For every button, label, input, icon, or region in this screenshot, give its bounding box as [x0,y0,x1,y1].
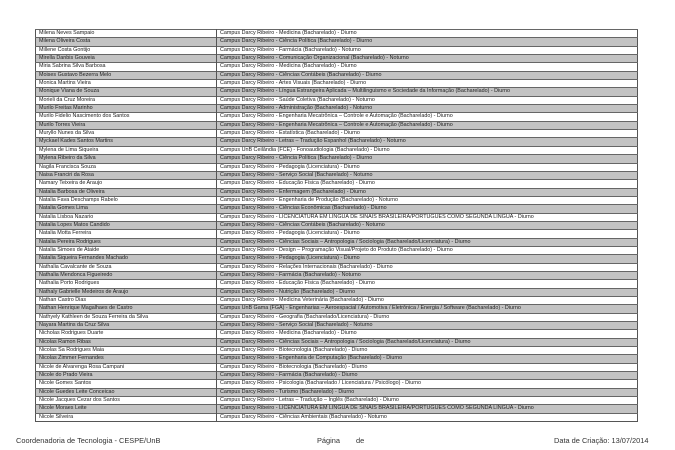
course-cell: Campus Darcy Ribeiro - Educação Física (Bacharelado) - Diurno [217,280,638,288]
table-row [36,71,638,79]
candidate-name-cell: Mirella Danbis Gouveia [36,55,217,63]
candidate-name-cell: Nayara Martins da Cruz Silva [36,322,217,330]
candidate-name-cell: Nagila Francisca Souza [36,163,217,171]
candidate-table [35,29,638,422]
course-cell: Campus Darcy Ribeiro - Psicologia (Bacharelado / Licenciatura / Psicólogo) - Diurno [217,380,638,388]
table-row [36,380,638,388]
table-row [36,188,638,196]
candidate-name-cell: Naisa Franciri da Rosa [36,171,217,179]
candidate-name-cell: Nicole Gomes Santos [36,380,217,388]
candidate-name-cell: Nathyely Kathleen de Souza Ferreira da Silva [36,313,217,321]
course-cell: Campus Darcy Ribeiro - Farmácia (Bacharelado) - Diurno [217,372,638,380]
candidate-name-cell: Nathan Castro Dias [36,297,217,305]
course-cell: Campus Darcy Ribeiro - Ciências Ambientais (Bacharelado) - Noturno [217,413,638,421]
candidate-name-cell: Natalia Barbosa de Oliveira [36,188,217,196]
course-cell: Campus Darcy Ribeiro - Medicina (Bacharelado) - Diurno [217,330,638,338]
candidate-name-cell: Murilo Fidelio Nascimento dos Santos [36,113,217,121]
candidate-name-cell: Namary Teixeira de Araujo [36,180,217,188]
candidate-name-cell: Morieli da Cruz Moreira [36,96,217,104]
course-cell: Campus Darcy Ribeiro - Pedagogia (Licenciatura) - Diurno [217,163,638,171]
table-row [36,271,638,279]
candidate-name-cell: Natalia Fava Deschamps Rabelo [36,196,217,204]
table-row [36,372,638,380]
candidate-name-cell: Myckael Kades Santos Martins [36,138,217,146]
course-cell: Campus Darcy Ribeiro - Relações Internacionais (Bacharelado) - Diurno [217,263,638,271]
course-cell: Campus UnB Gama (FGA) - Engenharias – Aeroespacial / Automotiva / Eletrônica / Energia / Software (Bacharelado) - Diurno [217,305,638,313]
candidate-name-cell: Natalia Simoes de Ataide [36,246,217,254]
table-row [36,38,638,46]
candidate-name-cell: Nathaly Gabrielle Medeiros de Araujo [36,288,217,296]
course-cell: Campus Darcy Ribeiro - Geografia (Bacharelado/Licenciatura) - Diurno [217,313,638,321]
candidate-name-cell: Nicole de Alvarenga Rosa Campani [36,363,217,371]
table-row [36,230,638,238]
candidate-name-cell: Nicolas Ramon Ribas [36,338,217,346]
table-row [36,347,638,355]
course-cell: Campus Darcy Ribeiro - Design – Programação Visual/Projeto do Produto (Bacharelado) - Diurno [217,246,638,254]
candidate-name-cell: Muryllo Nunes da Silva [36,130,217,138]
candidate-name-cell: Natalia Gomes Lima [36,205,217,213]
course-cell: Campus Darcy Ribeiro - Pedagogia (Licenciatura) - Diurno [217,230,638,238]
candidate-name-cell: Millene Costa Gontijo [36,46,217,54]
course-cell: Campus Darcy Ribeiro - Ciências Econômicas (Bacharelado) - Diurno [217,205,638,213]
table-row [36,355,638,363]
course-cell: Campus Darcy Ribeiro - Medicina (Bacharelado) - Diurno [217,30,638,38]
table-row [36,338,638,346]
table-row [36,146,638,154]
table-row [36,171,638,179]
table-row [36,288,638,296]
table-row [36,255,638,263]
table-row [36,155,638,163]
candidate-name-cell: Natalia Siqueira Fernandes Machado [36,255,217,263]
course-cell: Campus Darcy Ribeiro - Turismo (Bacharelado) - Diurno [217,388,638,396]
table-row [36,246,638,254]
course-cell: Campus Darcy Ribeiro - Ciências Contábeis (Bacharelado) - Noturno [217,221,638,229]
course-cell: Campus Darcy Ribeiro - Medicina (Bacharelado) - Diurno [217,63,638,71]
course-cell: Campus Darcy Ribeiro - Língua Estrangeira Aplicada – Multilinguismo e Sociedade da Informação (Bacharelado) - Diurno [217,88,638,96]
course-cell: Campus Darcy Ribeiro - Engenharia de Produção (Bacharelado) - Noturno [217,196,638,204]
candidate-name-cell: Nicole Silveira [36,413,217,421]
candidate-name-cell: Monica Martins Vieira [36,80,217,88]
table-row [36,196,638,204]
table-row [36,238,638,246]
course-cell: Campus Darcy Ribeiro - Comunicação Organizacional (Bacharelado) - Noturno [217,55,638,63]
table-row [36,297,638,305]
course-cell: Campus Darcy Ribeiro - Enfermagem (Bacharelado) - Diurno [217,188,638,196]
table-row [36,88,638,96]
candidate-name-cell: Mylena Ribeiro da Silva [36,155,217,163]
candidate-name-cell: Natalia Motta Ferreira [36,230,217,238]
candidate-name-cell: Mylena de Lima Siqueira [36,146,217,154]
course-cell: Campus Darcy Ribeiro - Ciência Política (Bacharelado) - Diurno [217,38,638,46]
table-row [36,105,638,113]
candidate-name-cell: Nathan Henrique Magalhaes de Castro [36,305,217,313]
table-row [36,80,638,88]
candidate-name-cell: Murilo Freitas Marinho [36,105,217,113]
candidate-name-cell: Nicolas Sa Rodrigues Maia [36,347,217,355]
table-row [36,113,638,121]
footer-creation-date: Data de Criação: 13/07/2014 [554,436,649,445]
candidate-name-cell: Nicole Guedes Leite Conceicao [36,388,217,396]
course-cell: Campus Darcy Ribeiro - Engenharia Mecatrônica – Controle e Automação (Bacharelado) - Diurno [217,113,638,121]
course-cell: Campus Darcy Ribeiro - Saúde Coletiva (Bacharelado) - Noturno [217,96,638,104]
course-cell: Campus Darcy Ribeiro - Ciências Sociais – Antropologia / Sociologia (Bacharelado/Licenciatura) - Diurno [217,238,638,246]
candidate-name-cell: Nicole do Prado Vieira [36,372,217,380]
table-row [36,180,638,188]
table-row [36,130,638,138]
course-cell: Campus Darcy Ribeiro - Ciência Política (Bacharelado) - Diurno [217,155,638,163]
table-row [36,63,638,71]
candidate-name-cell: Nicolas Zimmer Fernandes [36,355,217,363]
course-cell: Campus Darcy Ribeiro - LICENCIATURA EM LÍNGUA DE SINAIS BRASILEIRA/PORTUGUÊS COMO SEGUNDA LÍNGUA - Diurno [217,405,638,413]
course-cell: Campus Darcy Ribeiro - LICENCIATURA EM LÍNGUA DE SINAIS BRASILEIRA/PORTUGUÊS COMO SEGUNDA LÍNGUA - Diurno [217,213,638,221]
footer-page-of: de [356,436,365,445]
footer-page-label: Página [317,436,341,445]
candidate-name-cell: Natalia Lopes Matos Candido [36,221,217,229]
table-row [36,205,638,213]
table-row [36,163,638,171]
course-cell: Campus Darcy Ribeiro - Farmácia (Bacharelado) - Noturno [217,271,638,279]
table-row [36,413,638,421]
course-cell: Campus Darcy Ribeiro - Serviço Social (Bacharelado) - Noturno [217,171,638,179]
footer-organization: Coordenadoria de Tecnologia - CESPE/UnB [16,436,161,445]
table-row [36,213,638,221]
table-row [36,405,638,413]
candidate-name-cell: Moises Gustavo Bezerra Melo [36,71,217,79]
table-row [36,96,638,104]
candidate-name-cell: Nicholas Rodrigues Duarte [36,330,217,338]
table-row [36,397,638,405]
footer-page-number [317,436,364,445]
candidate-table-body [36,30,638,422]
table-row [36,280,638,288]
table-row [36,55,638,63]
candidate-name-cell: Nathalia Cavalcante de Souza [36,263,217,271]
course-cell: Campus Darcy Ribeiro - Serviço Social (Bacharelado) - Noturno [217,322,638,330]
table-row [36,313,638,321]
table-row [36,322,638,330]
course-cell: Campus Darcy Ribeiro - Educação Física (Bacharelado) - Diurno [217,180,638,188]
table-row [36,138,638,146]
course-cell: Campus Darcy Ribeiro - Farmácia (Bacharelado) - Noturno [217,46,638,54]
table-row [36,221,638,229]
table-row [36,46,638,54]
candidate-name-cell: Milena Neves Sampaio [36,30,217,38]
candidate-name-cell: Natalia Pereira Rodrigues [36,238,217,246]
table-row [36,30,638,38]
candidate-name-cell: Miria Sabrina Silva Barbosa [36,63,217,71]
table-row [36,305,638,313]
course-cell: Campus Darcy Ribeiro - Biotecnologia (Bacharelado) - Diurno [217,347,638,355]
candidate-name-cell: Nathalia Mendonca Figueiredo [36,271,217,279]
table-row [36,263,638,271]
course-cell: Campus Darcy Ribeiro - Medicina Veterinária (Bacharelado) - Diurno [217,297,638,305]
course-cell: Campus Darcy Ribeiro - Nutrição (Bacharelado) - Diurno [217,288,638,296]
course-cell: Campus Darcy Ribeiro - Ciências Contábeis (Bacharelado) - Diurno [217,71,638,79]
candidate-name-cell: Murilo Torres Vieira [36,121,217,129]
table-row [36,363,638,371]
course-cell: Campus Darcy Ribeiro - Estatística (Bacharelado) - Diurno [217,130,638,138]
course-cell: Campus Darcy Ribeiro - Letras – Tradução – Inglês (Bacharelado) - Diurno [217,397,638,405]
course-cell: Campus Darcy Ribeiro - Engenharia de Computação (Bacharelado) - Diurno [217,355,638,363]
table-row [36,330,638,338]
table-row [36,121,638,129]
course-cell: Campus Darcy Ribeiro - Administração (Bacharelado) - Noturno [217,105,638,113]
course-cell: Campus Darcy Ribeiro - Letras – Tradução Espanhol (Bacharelado) - Noturno [217,138,638,146]
course-cell: Campus Darcy Ribeiro - Ciências Sociais – Antropologia / Sociologia (Bacharelado/Licenciatura) - Diurno [217,338,638,346]
candidate-name-cell: Milena Oliveira Costa [36,38,217,46]
course-cell: Campus UnB Ceilândia (FCE) - Fonoaudiologia (Bacharelado) - Diurno [217,146,638,154]
course-cell: Campus Darcy Ribeiro - Pedagogia (Licenciatura) - Diurno [217,255,638,263]
table-row [36,388,638,396]
candidate-name-cell: Nicole Moraes Leite [36,405,217,413]
course-cell: Campus Darcy Ribeiro - Artes Visuais (Bacharelado) - Diurno [217,80,638,88]
candidate-name-cell: Nathalia Porto Rodrigues [36,280,217,288]
candidate-name-cell: Natalia Lisboa Nazario [36,213,217,221]
course-cell: Campus Darcy Ribeiro - Engenharia Mecatrônica – Controle e Automação (Bacharelado) - Diurno [217,121,638,129]
course-cell: Campus Darcy Ribeiro - Biotecnologia (Bacharelado) - Diurno [217,363,638,371]
candidate-name-cell: Nicole Jacques Cezar dos Santos [36,397,217,405]
candidate-name-cell: Monique Viana de Souza [36,88,217,96]
